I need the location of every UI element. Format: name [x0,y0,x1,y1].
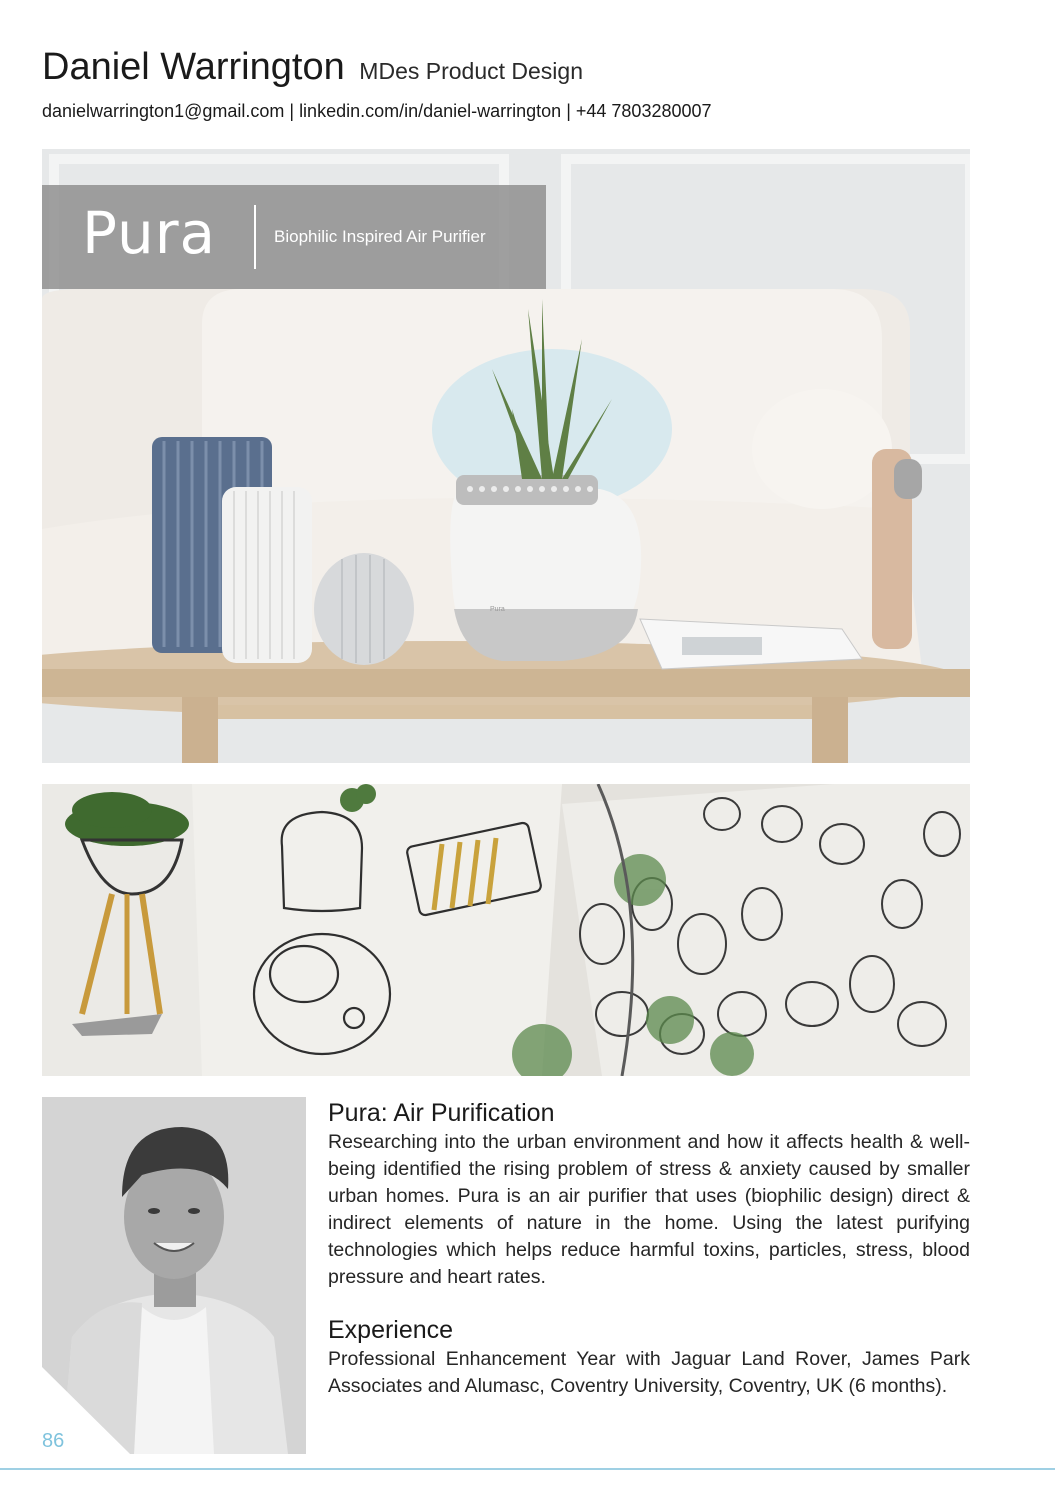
brand-divider [254,205,256,269]
footer-divider [0,1468,1055,1470]
author-portrait [42,1097,306,1454]
concept-sketches-image [42,784,970,1076]
experience-title: Experience [328,1316,454,1344]
product-label: Pura [490,606,505,613]
brand-banner [42,185,546,289]
experience-description: Professional Enhancement Year with Jaguar Land Rover, James Park Associates and Alumasc, Coventry University, Coventry, UK (6 months). [328,1348,970,1397]
brand-logo: Pura [82,199,217,267]
page-number: 86 [42,1430,65,1452]
project-description: Researching into the urban environment and how it affects health & well-being identified the rising problem of stress & anxiety caused by smaller urban homes. Pura is an air purifier that uses (biophilic design) direct & indirect elements of nature in the home. Using the latest purifying technologies which helps reduce harmful toxins, particles, stress, blood pressure and heart rates. [328,1131,970,1288]
contact-line: danielwarrington1@gmail.com | linkedin.com/in/daniel-warrington | +44 7803280007 [42,101,712,121]
author-name-line [42,46,583,89]
project-title: Pura: Air Purification [328,1099,555,1127]
hero-product-image [42,149,970,763]
author-name: Daniel Warrington [42,46,345,88]
brand-tagline: Biophilic Inspired Air Purifier [274,227,486,246]
author-degree: MDes Product Design [359,58,583,84]
